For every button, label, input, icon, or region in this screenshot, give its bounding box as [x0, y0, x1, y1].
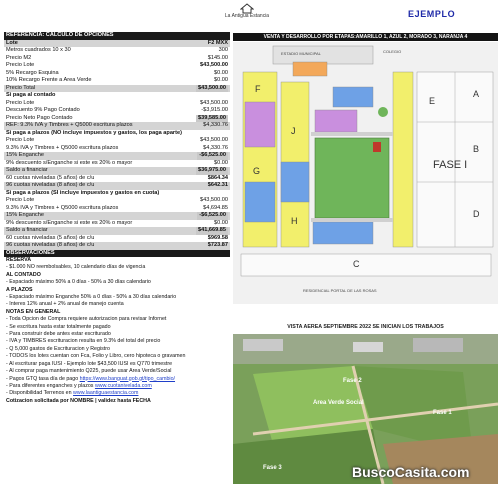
plazos-si-iva-row: 9.3% IVA y Timbres + Q5000 escritura plazos $4,694.85 [6, 204, 228, 211]
logo-text: La Antigua Estancia [224, 13, 270, 19]
block-letter: H [291, 216, 298, 226]
photo-label: Fase 2 [343, 378, 362, 384]
contado-ref-row: REF: 9.3% IVA y Timbres + Q5000 escritura plazos $4,330.76 [6, 122, 228, 128]
block-letter: F [255, 84, 261, 94]
cuotanivelada-link[interactable]: www.cuotanivelada.com [94, 382, 152, 389]
note-line: - Toda Opcion de Compra requiere autorizacion para revisar Infornet [6, 316, 167, 323]
note-line: - IVA y TIMBRES escrituracion resulta en 9.3% del total del precio [6, 338, 161, 345]
photo-title: VISTA AEREA SEPTIEMBRE 2022 SE INICIAN LOS TRABAJOS [287, 324, 444, 330]
note-line: - Se escritura hasta estar totalmente pagado [6, 323, 111, 330]
plazos-si-desc-row: 9% descuento s/Enganche si este es 20% o mayor $0.00 [6, 219, 228, 226]
aerial-photo-svg [233, 334, 498, 484]
note-line: - Al escriturar paga IUSI - Ejemplo lote $43,500 IUSI es Q770 trimestre [6, 360, 173, 367]
watermark: BuscoCasita.com [352, 464, 470, 480]
block-letter: B [473, 144, 480, 154]
plazos-no-cuotas60-row: 60 cuotas niveladas (5 años) de c/u $864.34 [6, 174, 228, 181]
note-line: - Espaciado máximo Enganche 50% a 0 días - 50% a 30 días calendario [6, 294, 177, 301]
note-line: - Espaciado máximo 50% a 0 días - 50% a 30 días calendario [6, 279, 151, 286]
brand-logo [212, 3, 282, 20]
fase-label: FASE I [433, 159, 468, 171]
aerial-photo [233, 334, 498, 484]
note-line: - Pagos GTQ tasa día de pago https://www.banguat.gob.gt/tipo_cambio/ [6, 375, 176, 382]
contado-neto-row: Precio Neto Pago Contado $39,585.00 [6, 114, 226, 121]
cotizacion-footer: Cotizacion solicitada por NOMBRE | validez hasta FECHA [6, 397, 151, 404]
calc-precio-lote-row: Precio Lote $43,500.00 [6, 62, 228, 68]
contado-title: Si paga al contado [6, 92, 56, 98]
contado-descuento-row: Descuento 9% Pago Contado -$3,915.00 [6, 107, 228, 113]
note-line: - Interes 12% anual + 2% anual de manejo cuenta [6, 301, 124, 308]
plazos-si-cuotas60-row: 60 cuotas niveladas (5 años) de c/u $969.58 [6, 234, 228, 241]
ejemplo-label: EJEMPLO [408, 9, 456, 19]
block-letter: J [291, 126, 296, 136]
plazos-no-iva-row: 9.3% IVA y Timbres + Q5000 escritura plazos $4,330.76 [6, 144, 228, 151]
note-line: - Para construir debe antes estar escriturado [6, 331, 111, 338]
site-plan-svg [233, 42, 498, 304]
plazos-si-title: Si paga a plazos (SI incluye impuestos y gastos en cuota) [6, 189, 160, 196]
plazos-no-title: Si paga a plazos (NO incluye impuestos y gastos, los paga aparte) [6, 129, 182, 136]
plan-title: VENTA Y DESARROLLO POR ETAPAS:AMARILLO 1, AZUL 2, MORADO 3, NARANJA 4 [233, 33, 498, 41]
plazos-si-enganche-row: 15% Enganche -$6,525.00 [4, 212, 230, 220]
calc-precio-m2-row: Precio M2 $145.00 [6, 54, 228, 61]
contado-heading: AL CONTADO [6, 271, 41, 278]
note-line: - $1.000 NO reembolsables, 10 calendario días de vigencia [6, 264, 146, 271]
note-line: - Q 5,000 gastos de Escrituracion y Registro [6, 345, 110, 352]
reserva-heading: RESERVA [6, 257, 32, 263]
observaciones-notes [4, 257, 230, 405]
header [0, 0, 500, 32]
block-letter: D [473, 209, 480, 219]
plazos-no-enganche-row: 15% Enganche -$6,525.00 [4, 152, 230, 160]
colegio-label: COLEGIO [383, 49, 402, 54]
calc-precio-total-row: Precio Total $43,500.00 [4, 85, 230, 93]
calculation-panel [4, 32, 230, 405]
plazos-si-saldo-row: Saldo a financiar $41,669.85 [4, 227, 230, 235]
calc-lote-row: Lote F2 MXX [6, 39, 228, 46]
block-letter: E [429, 96, 436, 106]
plazos-si-precio-row: Precio Lote $43,500.00 [6, 197, 228, 203]
block-letter: C [353, 259, 360, 269]
banguat-link[interactable]: https://www.banguat.gob.gt/tipo_cambio/ [79, 375, 176, 382]
plazos-si-cuotas96-row: 96 cuotas niveladas (8 años) de c/u $723.87 [6, 242, 228, 248]
photo-label: Fase 3 [263, 465, 282, 471]
block-letter: A [473, 89, 480, 99]
calc-recargo-frente-row: 10% Recargo Frente a Area Verde $0.00 [6, 77, 228, 83]
calc-metros-row: Metros cuadrados 10 x 30 300 [6, 47, 228, 53]
estadio-label: ESTADIO MUNICIPAL [281, 51, 321, 56]
block-letter: G [253, 166, 261, 176]
site-plan-map [233, 42, 498, 304]
note-line: - Para diferentes enganches y plazos www.cuotanivelada.com [6, 382, 152, 389]
photo-label: Area Verde Social [313, 400, 364, 406]
plazos-heading: A PLAZOS [6, 286, 33, 293]
note-line: - TODOS los lotes cuentan con Fca, Folio y Libro, cero hipoteca o gravamen [6, 353, 186, 360]
calc-title: REFERENCIA: CALCULO DE OPCIONES [4, 32, 230, 40]
laantiguaestancia-link[interactable]: www.laantiguaestancia.com [73, 390, 139, 397]
note-line: - Al comprar paga mantenimiento Q225, puede usar Area Verde/Social [6, 368, 172, 375]
plazos-no-desc-row: 9% descuento s/Enganche si este es 20% o mayor $0.00 [6, 159, 228, 166]
contado-precio-row: Precio Lote $43,500.00 [6, 99, 228, 106]
observaciones-title: OBSERVACIONES [4, 250, 230, 258]
plazos-no-cuotas96-row: 96 cuotas niveladas (8 años) de c/u $642.31 [6, 182, 228, 188]
plazos-no-saldo-row: Saldo a financiar $36,975.00 [4, 167, 230, 175]
notas-heading: NOTAS EN GENERAL [6, 308, 61, 315]
note-line: - Disponibilidad Terrenos en www.laantiguaestancia.com [6, 390, 139, 397]
calc-recargo-esquina-row: 5% Recargo Esquina $0.00 [6, 69, 228, 76]
photo-label: Fase 1 [433, 410, 452, 416]
plazos-no-precio-row: Precio Lote $43,500.00 [6, 137, 228, 143]
residencial-label: RESIDENCIAL PORTAL DE LAS ROSAS [303, 288, 377, 293]
